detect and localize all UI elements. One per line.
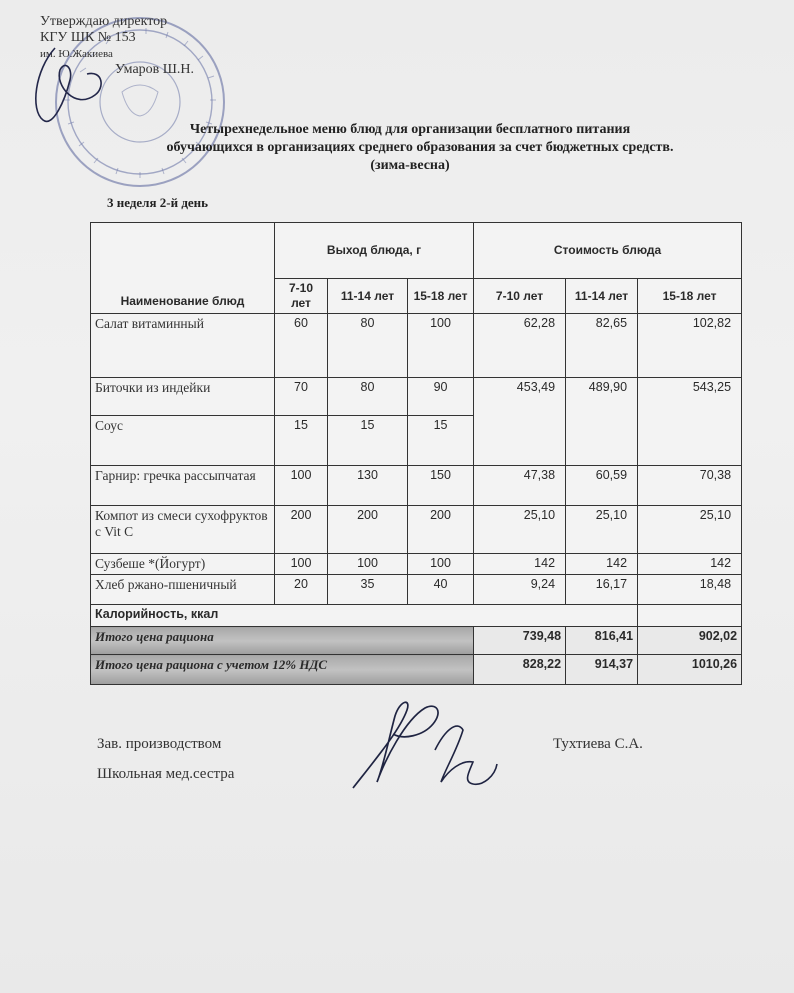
cost-value: 60,59 (566, 466, 638, 506)
table-row (91, 378, 742, 416)
title-line-1: Четырехнедельное меню блюд для организации бесплатного питания (189, 122, 631, 137)
header-output: Выход блюда, г (275, 223, 474, 279)
output-value: 35 (328, 575, 408, 605)
output-value: 200 (408, 506, 474, 554)
total-value: 816,41 (566, 627, 638, 655)
cost-value: 82,65 (566, 314, 638, 378)
total-value: 739,48 (474, 627, 566, 655)
total-vat-value: 1010,26 (638, 655, 742, 685)
output-value: 100 (275, 554, 328, 575)
header-cost-age-1: 7-10 лет (474, 279, 566, 314)
approval-director-name: Умаров Ш.Н. (115, 62, 195, 77)
output-value: 80 (328, 378, 408, 416)
header-output-age-3: 15-18 лет (408, 279, 474, 314)
cost-value: 62,28 (474, 314, 566, 378)
cost-value: 453,49 (474, 378, 566, 466)
school-nurse-label: Школьная мед.сестра (97, 766, 235, 782)
output-value: 100 (328, 554, 408, 575)
cost-value: 25,10 (638, 506, 742, 554)
cost-value: 47,38 (474, 466, 566, 506)
title-line-2: обучающихся в организациях среднего образования за счет бюджетных средств. (166, 140, 674, 155)
output-value: 100 (408, 554, 474, 575)
cost-value: 16,17 (566, 575, 638, 605)
table-row (91, 554, 742, 575)
approval-title: Утверждаю директор (40, 14, 168, 29)
week-day-label: 3 неделя 2-й день (107, 195, 209, 210)
header-cost-age-3: 15-18 лет (638, 279, 742, 314)
total-row (91, 627, 742, 655)
dish-name: Соус (91, 416, 275, 466)
output-value: 90 (408, 378, 474, 416)
dish-name: Хлеб ржано-пшеничный (91, 575, 275, 605)
document-title (60, 121, 760, 175)
head-of-production-label: Зав. производством (97, 736, 222, 752)
header-dish-name: Наименование блюд (91, 223, 275, 314)
total-vat-row (91, 655, 742, 685)
header-cost: Стоимость блюда (474, 223, 742, 279)
cost-value: 543,25 (638, 378, 742, 466)
dish-name: Биточки из индейки (91, 378, 275, 416)
cost-value: 102,82 (638, 314, 742, 378)
output-value: 60 (275, 314, 328, 378)
header-cost-age-2: 11-14 лет (566, 279, 638, 314)
cost-value: 142 (566, 554, 638, 575)
output-value: 200 (275, 506, 328, 554)
output-value: 80 (328, 314, 408, 378)
cost-value: 489,90 (566, 378, 638, 466)
table-row (91, 506, 742, 554)
production-head-signature (345, 690, 505, 800)
cost-value: 142 (474, 554, 566, 575)
dish-name: Компот из смеси сухофруктов с Vit C (91, 506, 275, 554)
title-season: (зима-весна) (370, 158, 450, 173)
total-vat-label: Итого цена рациона с учетом 12% НДС (91, 655, 474, 685)
output-value: 130 (328, 466, 408, 506)
calories-value (638, 605, 742, 627)
cost-value: 142 (638, 554, 742, 575)
output-value: 20 (275, 575, 328, 605)
dish-name: Салат витаминный (91, 314, 275, 378)
dish-name: Гарнир: гречка рассыпчатая (91, 466, 275, 506)
total-value: 902,02 (638, 627, 742, 655)
output-value: 15 (408, 416, 474, 466)
cost-value: 9,24 (474, 575, 566, 605)
table-row (91, 575, 742, 605)
output-value: 100 (275, 466, 328, 506)
output-value: 70 (275, 378, 328, 416)
cost-value: 70,38 (638, 466, 742, 506)
calories-row (91, 605, 742, 627)
output-value: 200 (328, 506, 408, 554)
table-row (91, 314, 742, 378)
total-label: Итого цена рациона (91, 627, 474, 655)
output-value: 40 (408, 575, 474, 605)
header-output-age-2: 11-14 лет (328, 279, 408, 314)
total-vat-value: 914,37 (566, 655, 638, 685)
calories-label: Калорийность, ккал (91, 605, 638, 627)
table-row (91, 466, 742, 506)
output-value: 15 (328, 416, 408, 466)
cost-value: 18,48 (638, 575, 742, 605)
approval-org-name: им. Ю.Жакиева (40, 48, 113, 60)
menu-table (90, 222, 742, 685)
output-value: 150 (408, 466, 474, 506)
approval-org: КГУ ШК № 153 (40, 30, 136, 45)
cost-value: 25,10 (474, 506, 566, 554)
output-value: 100 (408, 314, 474, 378)
cost-value: 25,10 (566, 506, 638, 554)
total-vat-value: 828,22 (474, 655, 566, 685)
header-output-age-1: 7-10 лет (275, 279, 328, 314)
head-of-production-name: Тухтиева С.А. (553, 736, 643, 752)
output-value: 15 (275, 416, 328, 466)
dish-name: Сузбеше *(Йогурт) (91, 554, 275, 575)
